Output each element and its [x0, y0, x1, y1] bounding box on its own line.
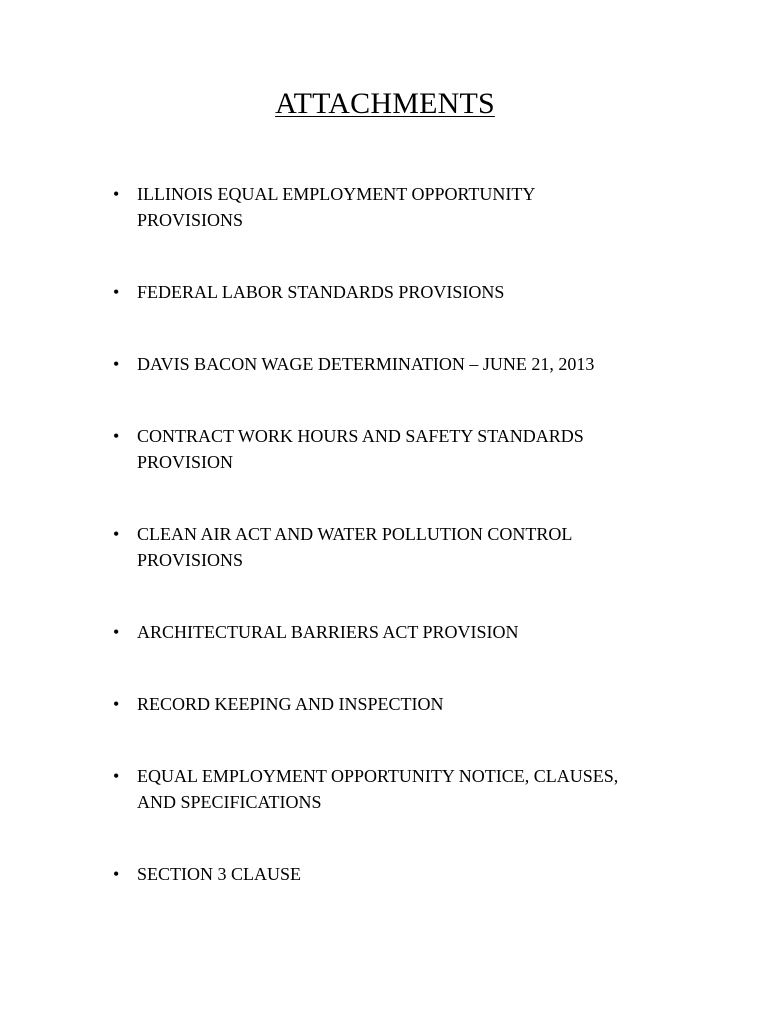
bullet-icon: •: [113, 524, 120, 544]
list-item-text: EQUAL EMPLOYMENT OPPORTUNITY NOTICE, CLAUSES, AND SPECIFICATIONS: [137, 766, 619, 812]
list-item-text: ARCHITECTURAL BARRIERS ACT PROVISION: [137, 622, 519, 642]
bullet-icon: •: [113, 354, 120, 374]
page-title: ATTACHMENTS: [275, 87, 495, 120]
bullet-icon: •: [113, 622, 120, 642]
list-item-text: FEDERAL LABOR STANDARDS PROVISIONS: [137, 282, 505, 302]
list-item: [113, 279, 673, 305]
bullet-icon: •: [113, 694, 120, 714]
list-item: [113, 861, 673, 887]
list-item-text: RECORD KEEPING AND INSPECTION: [137, 694, 444, 714]
list-item: [113, 691, 673, 717]
list-item: [113, 619, 673, 645]
bullet-icon: •: [113, 766, 120, 786]
bullet-icon: •: [113, 426, 120, 446]
list-item: [113, 423, 673, 475]
bullet-icon: •: [113, 282, 120, 302]
list-item: [113, 181, 673, 233]
list-item-text: ILLINOIS EQUAL EMPLOYMENT OPPORTUNITY PROVISIONS: [137, 184, 536, 230]
list-item: [113, 763, 673, 815]
list-item-text: DAVIS BACON WAGE DETERMINATION – JUNE 21, 2013: [137, 354, 595, 374]
list-item: [113, 351, 673, 377]
list-item: [113, 521, 673, 573]
list-item-text: CONTRACT WORK HOURS AND SAFETY STANDARDS PROVISION: [137, 426, 584, 472]
list-item-text: SECTION 3 CLAUSE: [137, 864, 302, 884]
bullet-icon: •: [113, 184, 120, 204]
list-item-text: CLEAN AIR ACT AND WATER POLLUTION CONTROL PROVISIONS: [137, 524, 573, 570]
bullet-icon: •: [113, 864, 120, 884]
